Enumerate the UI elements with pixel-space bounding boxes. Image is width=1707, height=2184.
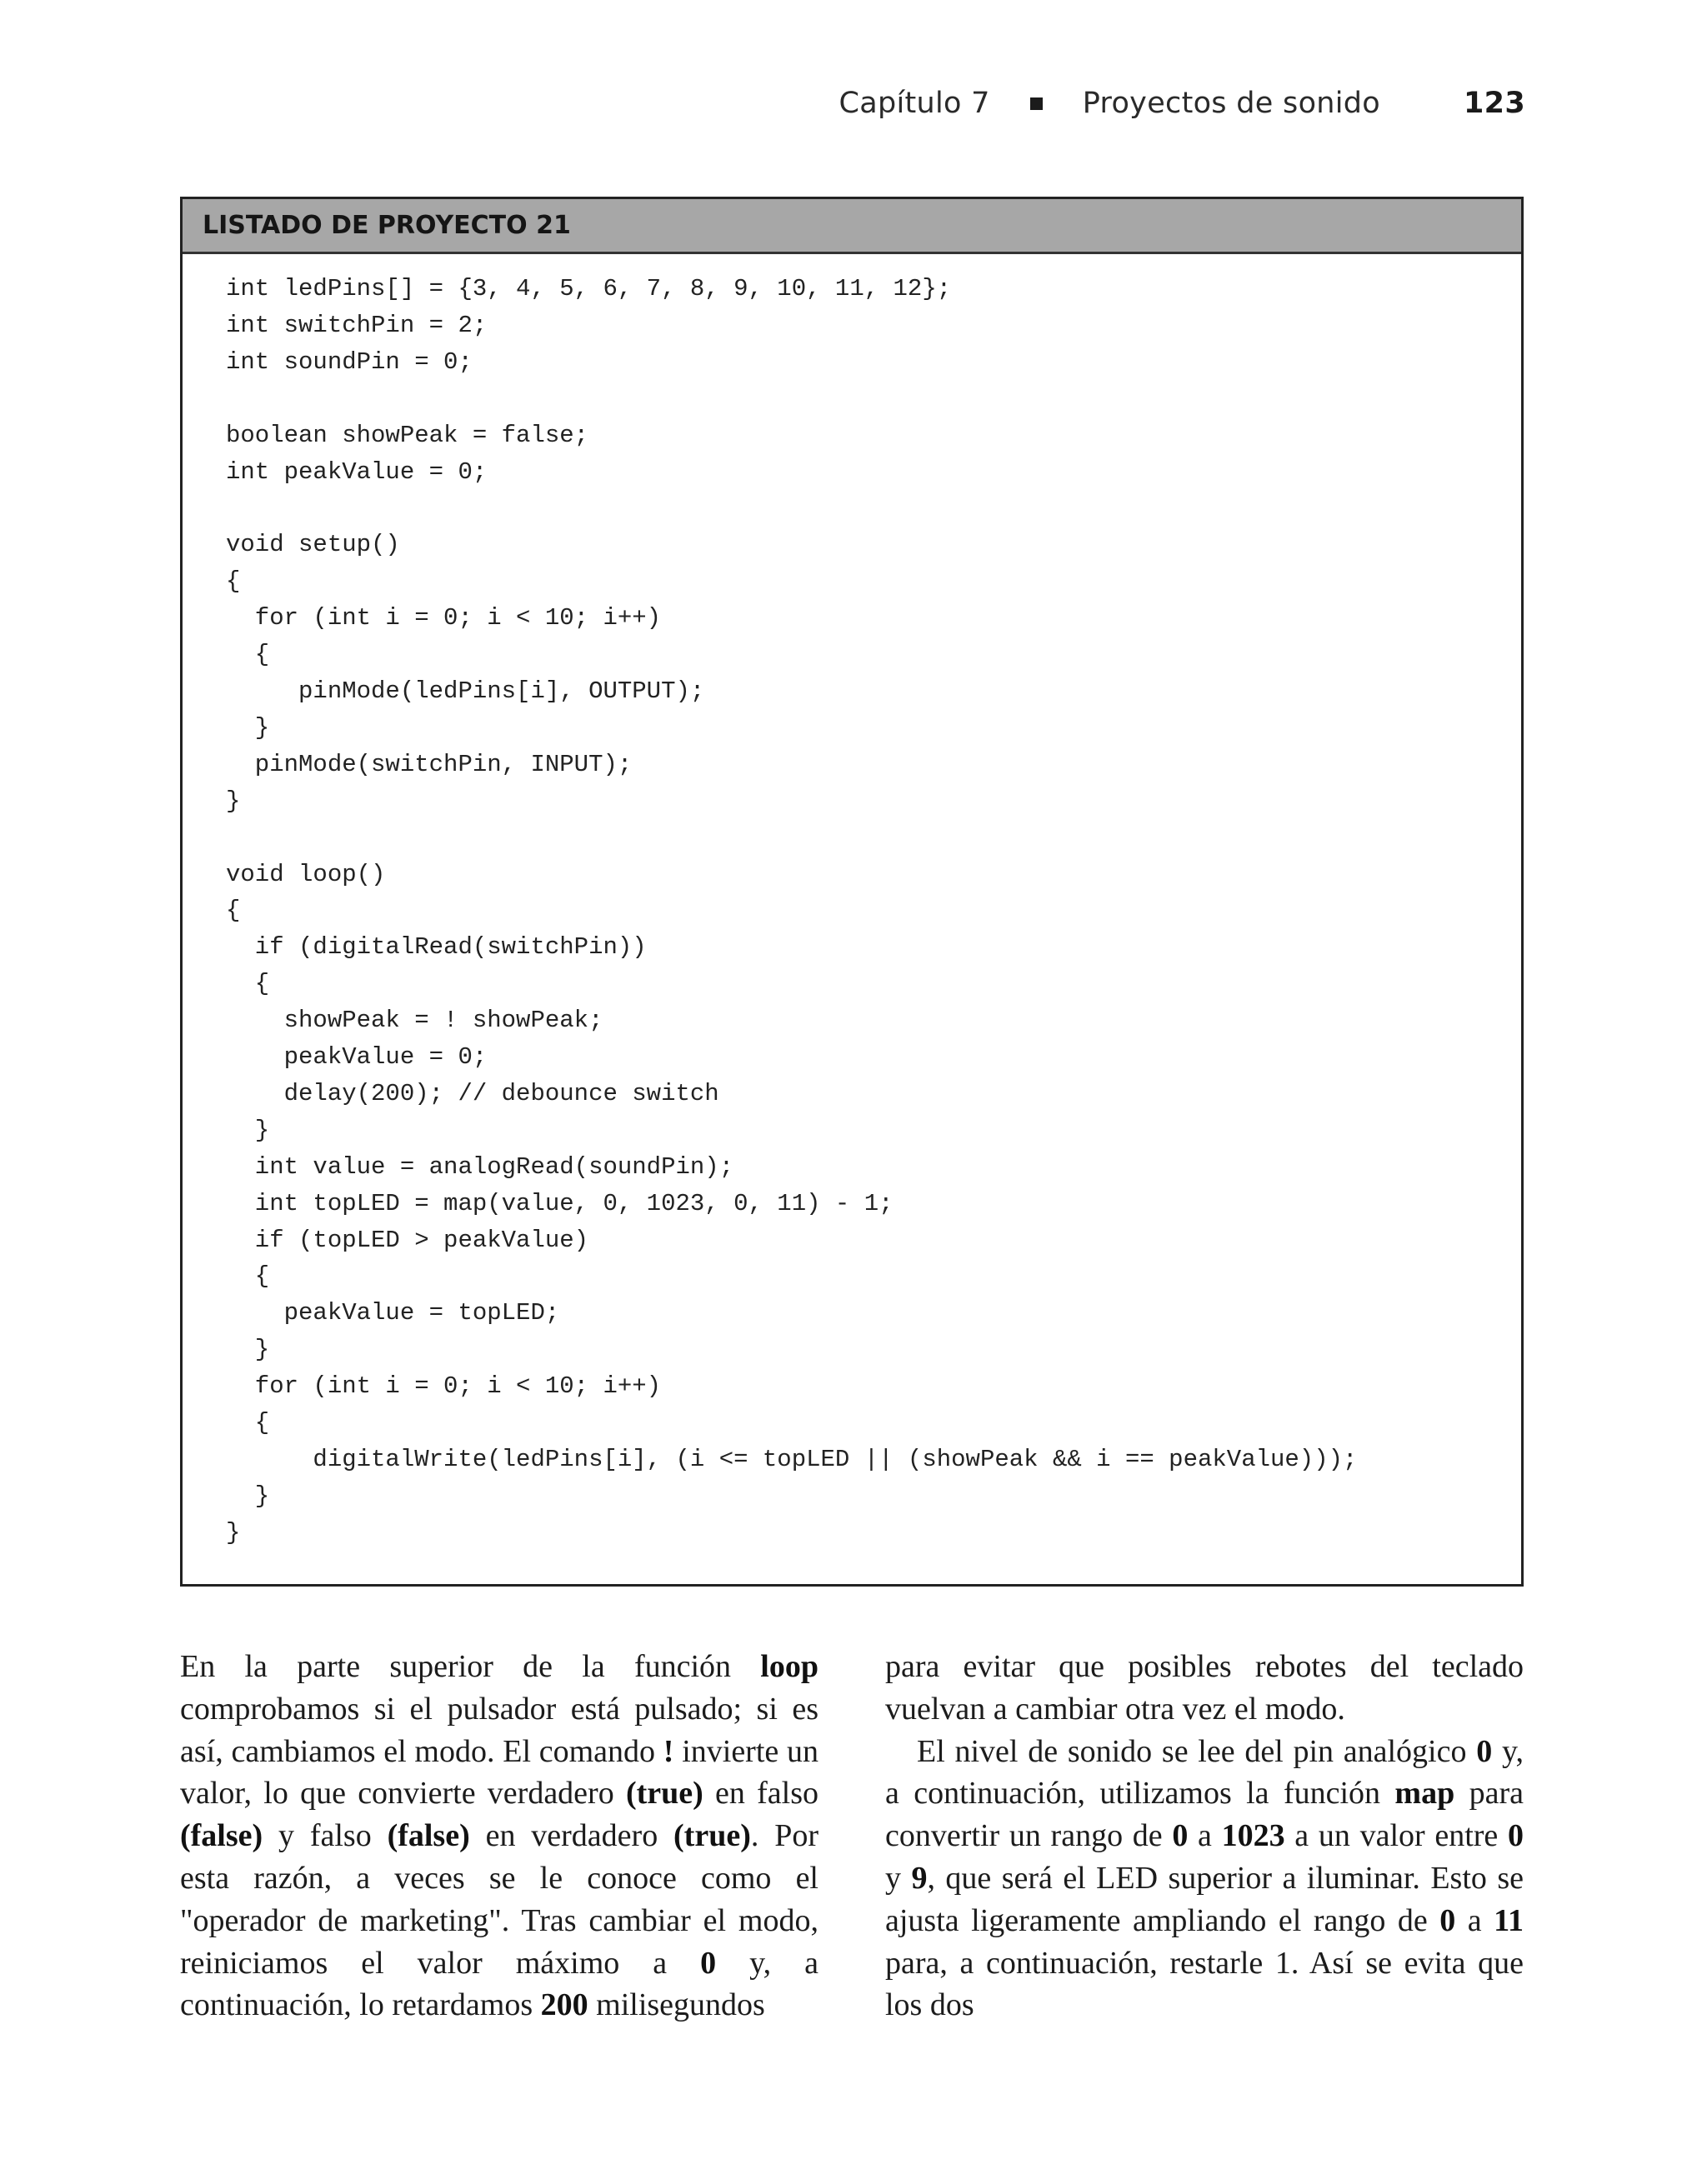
body-column-right <box>885 1646 1524 2027</box>
body-paragraph-continued: para evitar que posibles rebotes del teclado vuelvan a cambiar otra vez el modo. <box>885 1649 1524 1727</box>
body-paragraph: El nivel de sonido se lee del pin analógico 0 y, a continuación, utilizamos la función map para convertir un rango de 0 a 1023 a un valor entre 0 y 9, que será el LED superior a iluminar. Esto se ajusta ligeramente ampliando el rango de 0 a 11 para, a continuación, restarle 1. Así se evita que los dos <box>885 1733 1524 2023</box>
code-listing <box>180 197 1524 1587</box>
code-block: int ledPins[] = {3, 4, 5, 6, 7, 8, 9, 10, 11, 12}; int switchPin = 2; int soundPin = 0; boolean showPeak = false; int peakValue = 0; void setup() { for (int i = 0; i < 10; i++) { pinMode(ledPins[i], OUTPUT); } pinMode(switchPin, INPUT); } void loop() { if (digitalRead(switchPin)) { showPeak = ! showPeak; peakValue = 0; delay(200); // debounce switch } int value = analogRead(soundPin); int topLED = map(value, 0, 1023, 0, 11) - 1; if (topLED > peakValue) { peakValue = topLED; } for (int i = 0; i < 10; i++) { digitalWrite(ledPins[i], (i <= topLED || (showPeak && i == peakValue))); } } <box>226 275 1358 1547</box>
chapter-label: Capítulo 7 <box>838 87 990 120</box>
separator-square-icon <box>1030 97 1043 110</box>
page-number: 123 <box>1464 87 1525 120</box>
body-paragraph: En la parte superior de la función loop comprobamos si el pulsador está pulsado; si es así, cambiamos el modo. El comando ! invierte un valor, lo que convierte verdadero (true) en falso (false) y falso (false) en verdadero (true). Por esta razón, a veces se le conoce como el "operador de marketing". Tras cambiar el modo, reiniciamos el valor máximo a 0 y, a continuación, lo retardamos 200 milisegundos <box>180 1649 819 2023</box>
section-title: Proyectos de sonido <box>1082 87 1381 120</box>
body-column-left <box>180 1646 818 2027</box>
running-head <box>838 87 1525 120</box>
listing-title: LISTADO DE PROYECTO 21 <box>183 199 1521 254</box>
